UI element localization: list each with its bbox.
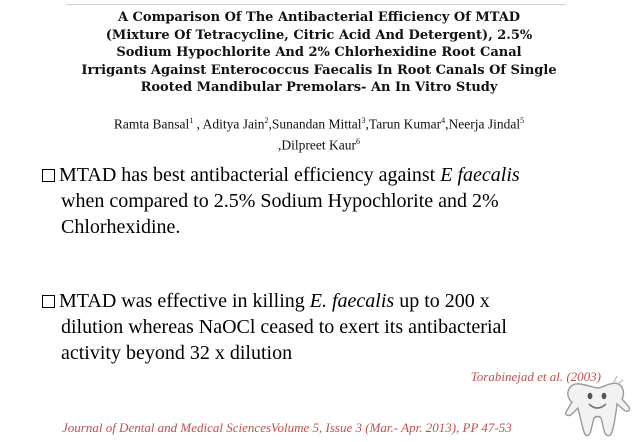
bullet-line: activity beyond 32 x dilution	[61, 342, 293, 364]
author-line-1	[70, 112, 568, 133]
author-affiliation: 6	[355, 136, 360, 146]
author-name: Mittal	[328, 116, 362, 132]
author-separator: ,Tarun	[365, 116, 404, 132]
author-name: ,Dilpreet Kaur	[278, 137, 356, 152]
title-line: Rooted Mandibular Premolars- An In Vitro Study	[140, 80, 498, 95]
bullet-line: Chlorhexidine.	[61, 216, 181, 238]
author-name: Jindal	[487, 116, 521, 132]
title-line: Irrigants Against Enterococcus Faecalis In Root Canals Of Single	[81, 62, 557, 78]
reference-citation: Torabinejad et al. (2003)	[470, 369, 601, 384]
bullet-line	[42, 162, 602, 188]
author-affiliation: 3	[361, 116, 366, 125]
top-divider	[66, 4, 566, 5]
author-name: Aditya Jain	[202, 116, 265, 132]
bullet-point-2	[42, 288, 602, 366]
title-line: (Mixture Of Tetracycline, Citric Acid And Detergent), 2.5%	[105, 27, 533, 43]
bullet-point-1	[42, 162, 602, 240]
author-line-2	[70, 133, 568, 154]
author-affiliation: 5	[520, 116, 525, 125]
author-name: Kumar	[403, 116, 442, 132]
bullet-text: MTAD was effective in killing	[59, 290, 310, 312]
author-separator: ,Sunandan	[268, 116, 329, 132]
author-name: Ramta Bansal	[113, 116, 190, 132]
author-affiliation: 1	[189, 116, 194, 125]
journal-citation: Journal of Dental and Medical SciencesVolume 5, Issue 3 (Mar.- Apr. 2013), PP 47-53	[62, 420, 512, 435]
author-list	[70, 112, 568, 153]
bullet-italic-text: E faecalis	[440, 164, 520, 186]
bullet-line: dilution whereas NaOCl ceased to exert its antibacterial	[61, 316, 507, 338]
checkbox-bullet-icon	[42, 169, 55, 182]
checkbox-bullet-icon	[42, 295, 55, 308]
bullet-text: up to 200 x	[394, 290, 490, 312]
author-affiliation: 2	[264, 116, 269, 125]
paper-title	[70, 9, 568, 97]
title-line: A Comparison Of The Antibacterial Efficiency Of MTAD	[117, 10, 521, 25]
bullet-text: MTAD has best antibacterial efficiency against	[59, 164, 441, 186]
tooth-mascot-icon	[560, 372, 636, 442]
author-separator: ,Neerja	[445, 116, 488, 132]
bullet-italic-text: E. faecalis	[309, 290, 395, 312]
bullet-line	[42, 288, 602, 314]
title-line: Sodium Hypochlorite And 2% Chlorhexidine Root Canal	[116, 45, 522, 60]
author-separator: ,	[193, 116, 203, 132]
bullet-line: when compared to 2.5% Sodium Hypochlorite and 2%	[61, 190, 499, 212]
author-affiliation: 4	[441, 116, 446, 125]
